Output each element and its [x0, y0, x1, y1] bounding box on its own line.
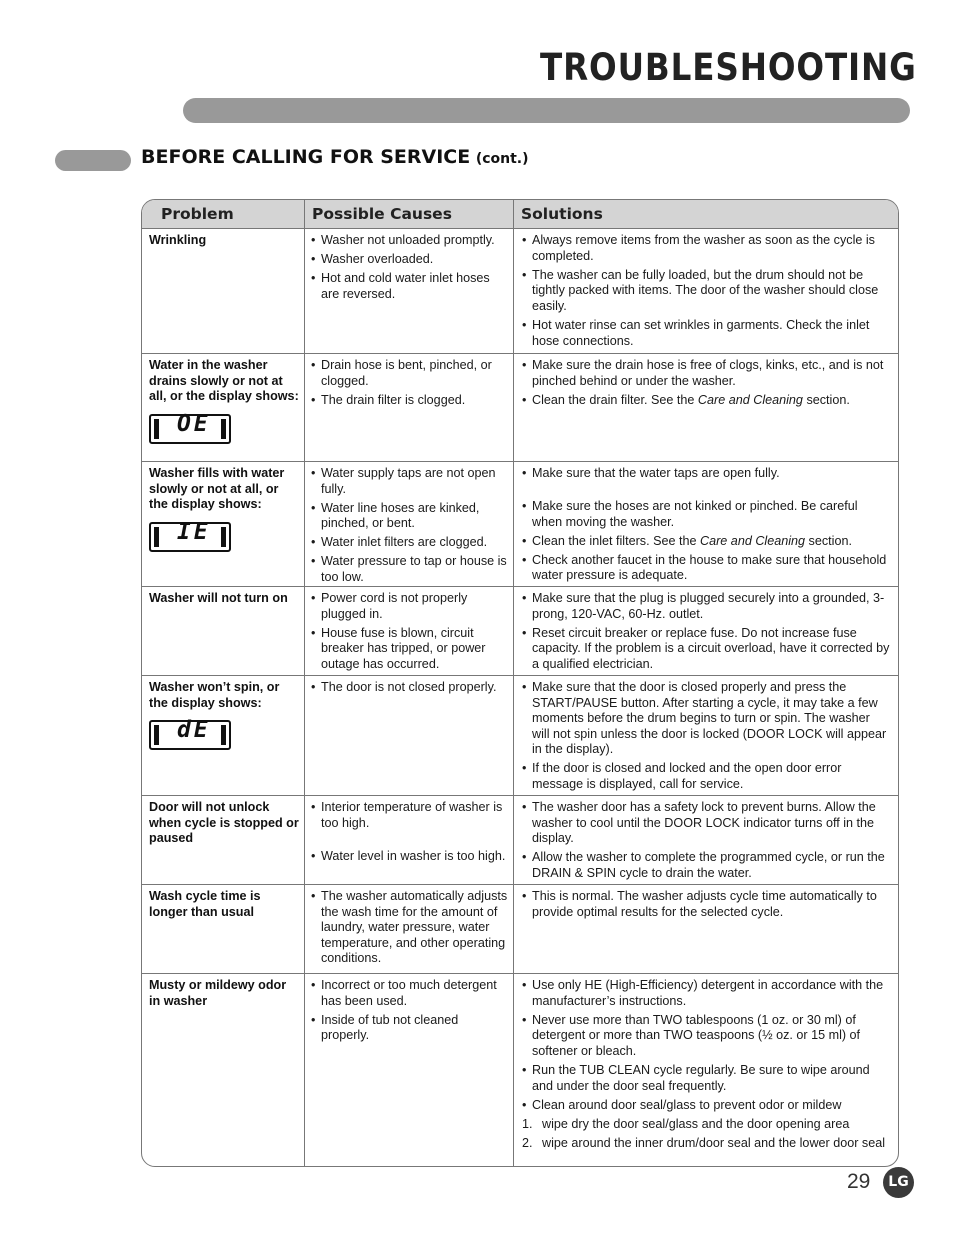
lcd-error-code: OE [177, 410, 211, 437]
solution-item: • Make sure that the water taps are open fully. [520, 466, 890, 482]
solution-item: • Make sure that the door is closed properly and press the START/PAUSE button. After starting a cycle, it may take a few moments before the drum begins to turn or spin. The washer will not spin unless the door is locked (DOOR LOCK will appear in the display). [520, 680, 890, 758]
numbered-step [520, 1117, 890, 1133]
problem-cell [149, 889, 299, 920]
causes-cell [309, 680, 509, 699]
lcd-error-display [149, 518, 231, 552]
table-row [142, 229, 898, 353]
causes-cell [309, 358, 509, 412]
cause-item: • Incorrect or too much detergent has been used. [309, 978, 509, 1009]
solution-item: • Hot water rinse can set wrinkles in garments. Check the inlet hose connections. [520, 318, 890, 349]
solution-item: • Clean the drain filter. See the Care and Cleaning section. [520, 393, 890, 409]
solutions-cell [520, 233, 890, 353]
causes-cell [309, 800, 509, 868]
solution-item: • Clean around door seal/glass to prevent odor or mildew [520, 1098, 890, 1114]
cause-item: • Water supply taps are not open fully. [309, 466, 509, 497]
solution-item: • Allow the washer to complete the programmed cycle, or run the DRAIN & SPIN cycle to drain the water. [520, 850, 890, 881]
problem-text: Wash cycle time is longer than usual [149, 889, 261, 919]
problem-text: Musty or mildewy odor in washer [149, 978, 287, 1008]
problem-cell [149, 978, 299, 1009]
problem-cell [149, 233, 299, 249]
cause-item: • The door is not closed properly. [309, 680, 509, 696]
lg-logo: LG [883, 1167, 914, 1198]
lcd-error-display [149, 410, 231, 444]
cause-item: • House fuse is blown, circuit breaker has tripped, or power outage has occurred. [309, 626, 509, 673]
causes-cell [309, 466, 509, 589]
manual-section-reference: Care and Cleaning [700, 533, 806, 548]
cause-item: • Inside of tub not cleaned properly. [309, 1013, 509, 1044]
problem-cell [149, 358, 299, 444]
cause-item: • Power cord is not properly plugged in. [309, 591, 509, 622]
header-problem: Problem [161, 205, 234, 223]
solution-item: • Make sure that the plug is plugged securely into a grounded, 3-prong, 120-VAC, 60-Hz. outlet. [520, 591, 890, 622]
solution-item: • Never use more than TWO tablespoons (1 oz. or 30 ml) of detergent or more than TWO teaspoons (½ oz. or 15 ml) of softener or bleach. [520, 1013, 890, 1060]
solution-item: • Run the TUB CLEAN cycle regularly. Be sure to wipe around and under the door seal frequently. [520, 1063, 890, 1094]
solutions-cell [520, 978, 890, 1155]
page-title: TROUBLESHOOTING [540, 46, 917, 89]
solution-item: • This is normal. The washer adjusts cycle time automatically to provide optimal results for the selected cycle. [520, 889, 890, 920]
solutions-cell [520, 466, 890, 588]
cause-item: • Water inlet filters are clogged. [309, 535, 509, 551]
lcd-error-display [149, 717, 231, 750]
table-header [142, 200, 898, 229]
cause-item: • Interior temperature of washer is too high. [309, 800, 509, 831]
cause-item: • Hot and cold water inlet hoses are reversed. [309, 271, 509, 302]
problem-text: Wrinkling [149, 233, 207, 247]
solution-item: • The washer can be fully loaded, but the drum should not be tightly packed with items. The door of the washer should close easily. [520, 268, 890, 315]
solution-item: • The washer door has a safety lock to prevent burns. Allow the washer to cool until the DOOR LOCK indicator turns off in the display. [520, 800, 890, 847]
solution-item: • Check another faucet in the house to make sure that household water pressure is adequate. [520, 553, 890, 584]
step-number: 1. [522, 1116, 533, 1131]
section-heading [141, 146, 529, 168]
section-heading-text: BEFORE CALLING FOR SERVICE [141, 146, 471, 168]
lcd-error-code: dE [177, 717, 211, 744]
numbered-step [520, 1136, 890, 1152]
header-solutions: Solutions [521, 205, 603, 223]
problem-text: Water in the washer drains slowly or not at all, or the display shows: [149, 358, 299, 404]
table-row [142, 586, 898, 675]
troubleshooting-table [141, 199, 899, 1167]
spacer [309, 835, 509, 849]
cause-item: • Washer overloaded. [309, 252, 509, 268]
problem-cell [149, 466, 299, 552]
solutions-cell [520, 889, 890, 924]
column-divider [513, 200, 514, 1166]
solution-item: • Use only HE (High-Efficiency) detergent in accordance with the manufacturer’s instructions. [520, 978, 890, 1009]
page-number: 29 [847, 1170, 871, 1193]
solutions-cell [520, 358, 890, 412]
lcd-error-code: IE [177, 518, 211, 545]
cause-item: • Drain hose is bent, pinched, or clogged. [309, 358, 509, 389]
cause-item: • The drain filter is clogged. [309, 393, 509, 409]
solutions-cell [520, 800, 890, 885]
table-row [142, 675, 898, 795]
problem-cell [149, 591, 299, 607]
problem-text: Washer will not turn on [149, 591, 288, 605]
title-divider-bar [183, 98, 910, 123]
header-possible-causes: Possible Causes [312, 205, 452, 223]
solution-item: • Reset circuit breaker or replace fuse. Do not increase fuse capacity. If the problem is a circuit overload, have it corrected by a qualified electrician. [520, 626, 890, 673]
cause-item: • Water pressure to tap or house is too low. [309, 554, 509, 585]
problem-text: Washer fills with water slowly or not at all, or the display shows: [149, 466, 285, 512]
problem-cell [149, 680, 299, 750]
causes-cell [309, 889, 509, 970]
solution-item: • Clean the inlet filters. See the Care and Cleaning section. [520, 534, 890, 550]
spacer [520, 485, 890, 499]
table-row [142, 461, 898, 586]
section-marker [55, 150, 131, 171]
step-text: wipe dry the door seal/glass and the door opening area [542, 1116, 850, 1131]
manual-section-reference: Care and Cleaning [697, 392, 803, 407]
solutions-cell [520, 591, 890, 676]
table-row [142, 795, 898, 884]
table-row [142, 884, 898, 973]
table-row [142, 353, 898, 461]
step-number: 2. [522, 1135, 533, 1150]
solutions-cell [520, 680, 890, 796]
causes-cell [309, 233, 509, 306]
problem-text: Washer won’t spin, or the display shows: [149, 680, 280, 710]
solution-item: • Always remove items from the washer as soon as the cycle is completed. [520, 233, 890, 264]
section-heading-suffix: (cont.) [475, 151, 529, 167]
cause-item: • Water level in washer is too high. [309, 849, 509, 865]
problem-text: Door will not unlock when cycle is stopped or paused [149, 800, 299, 846]
problem-cell [149, 800, 299, 847]
solution-item: • Make sure the hoses are not kinked or pinched. Be careful when moving the washer. [520, 499, 890, 530]
step-text: wipe around the inner drum/door seal and the lower door seal [542, 1135, 886, 1150]
cause-item: • The washer automatically adjusts the wash time for the amount of laundry, water pressure, water temperature, and other operating conditions. [309, 889, 509, 967]
causes-cell [309, 978, 509, 1047]
solution-item: • If the door is closed and locked and the open door error message is displayed, call for service. [520, 761, 890, 792]
cause-item: • Water line hoses are kinked, pinched, or bent. [309, 501, 509, 532]
causes-cell [309, 591, 509, 676]
solution-item: • Make sure the drain hose is free of clogs, kinks, etc., and is not pinched behind or under the washer. [520, 358, 890, 389]
column-divider [304, 200, 305, 1166]
cause-item: • Washer not unloaded promptly. [309, 233, 509, 249]
table-row [142, 973, 898, 1167]
